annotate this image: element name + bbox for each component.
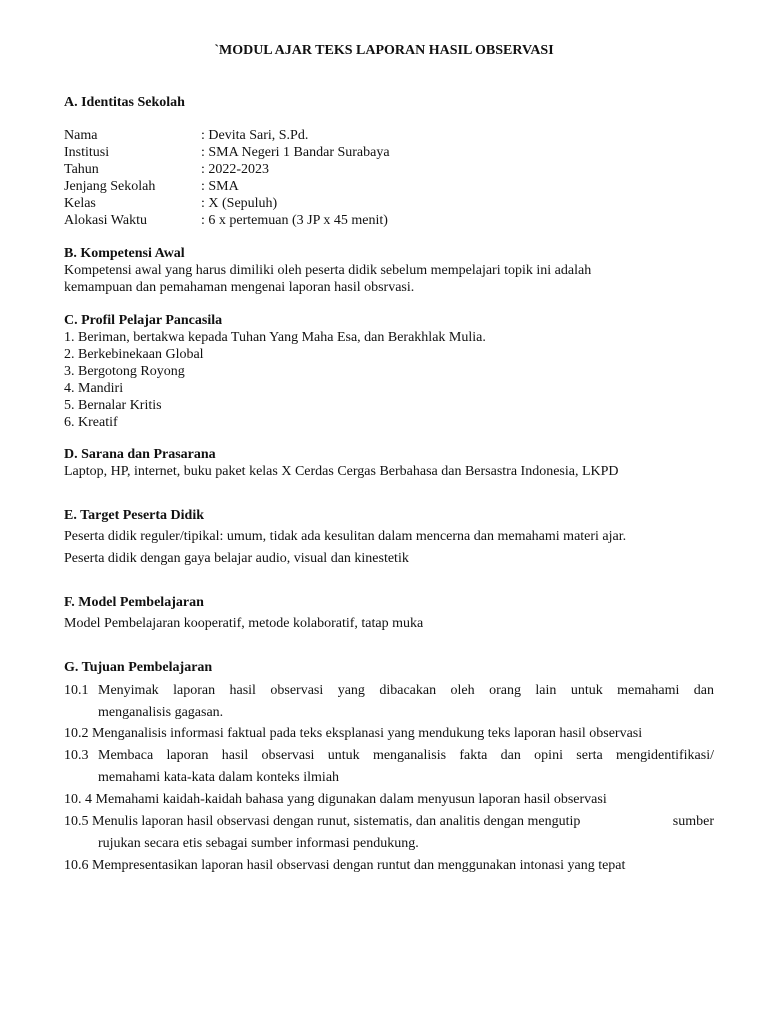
- identitas-row: [64, 212, 714, 229]
- section-heading: G. Tujuan Pembelajaran: [64, 660, 213, 675]
- section-profil: [64, 312, 714, 431]
- section-heading: E. Target Peserta Didik: [64, 508, 204, 523]
- section-tujuan: [64, 659, 714, 676]
- section-heading: F. Model Pembelajaran: [64, 595, 204, 610]
- identitas-row: [64, 195, 714, 212]
- identitas-row: [64, 127, 714, 144]
- goal-line: [64, 680, 714, 702]
- section-target: [64, 507, 714, 524]
- row-label: Kelas: [64, 196, 96, 211]
- section-heading: D. Sarana dan Prasarana: [64, 447, 216, 462]
- model-paragraph: [64, 613, 714, 635]
- goal-line: [64, 745, 714, 767]
- goal-line: [64, 811, 714, 833]
- row-value: : X (Sepuluh): [201, 196, 278, 211]
- section-model: [64, 594, 714, 611]
- identitas-row: [64, 161, 714, 178]
- section-kompetensi: [64, 245, 714, 296]
- goal-text: 10.6 Mempresentasikan laporan hasil observasi dengan runtut dan menggunakan intonasi yang tepat: [64, 858, 626, 873]
- row-value: : SMA: [201, 179, 239, 194]
- list-item: 2. Berkebinekaan Global: [64, 347, 204, 362]
- goal-number: 10.1: [64, 683, 89, 698]
- list-item: 1. Beriman, bertakwa kepada Tuhan Yang Maha Esa, dan Berakhlak Mulia.: [64, 330, 486, 345]
- goal-10-3: [64, 745, 714, 789]
- list-item: 3. Bergotong Royong: [64, 364, 185, 379]
- paragraph-line: kemampuan dan pemahaman mengenai laporan hasil obsrvasi.: [64, 280, 415, 295]
- paragraph-line: Peserta didik reguler/tipikal: umum, tidak ada kesulitan dalam mencerna dan memahami materi ajar.: [64, 529, 627, 544]
- goal-continuation: memahami kata-kata dalam konteks ilmiah: [98, 770, 340, 785]
- goal-10-4: [64, 789, 714, 811]
- goal-text: 10.5 Menulis laporan hasil observasi dengan runut, sistematis, dan analitis dengan mengutip: [64, 814, 581, 829]
- identitas-row: [64, 144, 714, 161]
- paragraph-line: Peserta didik dengan gaya belajar audio, visual dan kinestetik: [64, 551, 409, 566]
- list-item: 5. Bernalar Kritis: [64, 398, 162, 413]
- row-label: Alokasi Waktu: [64, 213, 147, 228]
- row-label: Tahun: [64, 162, 99, 177]
- section-sarana: [64, 446, 714, 480]
- row-value: : Devita Sari, S.Pd.: [201, 128, 309, 143]
- goal-10-6: [64, 855, 714, 877]
- row-value: : SMA Negeri 1 Bandar Surabaya: [201, 145, 390, 160]
- goal-text-tail: sumber: [672, 814, 714, 829]
- identitas-table: [64, 127, 714, 229]
- row-label: Nama: [64, 128, 98, 143]
- list-item: 4. Mandiri: [64, 381, 124, 396]
- goal-10-2: [64, 723, 714, 745]
- row-value: : 6 x pertemuan (3 JP x 45 menit): [201, 213, 388, 228]
- goal-continuation: menganalisis gagasan.: [98, 705, 224, 720]
- document-title: `MODUL AJAR TEKS LAPORAN HASIL OBSERVASI: [214, 43, 554, 58]
- paragraph-line: Kompetensi awal yang harus dimiliki oleh peserta didik sebelum mempelajari topik ini adalah: [64, 263, 592, 278]
- identitas-row: [64, 178, 714, 195]
- goal-text: Membaca laporan hasil observasi untuk menganalisis fakta dan opini serta mengidentifikasi/: [98, 748, 714, 763]
- row-value: : 2022-2023: [201, 162, 270, 177]
- goal-continuation: rujukan secara etis sebagai sumber informasi pendukung.: [98, 836, 419, 851]
- goal-text: 10.2 Menganalisis informasi faktual pada teks eksplanasi yang mendukung teks laporan hasil observasi: [64, 726, 643, 741]
- section-heading: A. Identitas Sekolah: [64, 95, 185, 110]
- section-heading: C. Profil Pelajar Pancasila: [64, 313, 223, 328]
- section-identitas: [64, 94, 714, 111]
- target-paragraph: [64, 526, 714, 570]
- goal-text: 10. 4 Memahami kaidah-kaidah bahasa yang digunakan dalam menyusun laporan hasil observasi: [64, 792, 607, 807]
- goal-text: Menyimak laporan hasil observasi yang dibacakan oleh orang lain untuk memahami dan: [98, 683, 714, 698]
- paragraph-line: Model Pembelajaran kooperatif, metode kolaboratif, tatap muka: [64, 616, 424, 631]
- section-heading: B. Kompetensi Awal: [64, 246, 185, 261]
- row-label: Institusi: [64, 145, 110, 160]
- goal-10-5: [64, 811, 714, 855]
- list-item: 6. Kreatif: [64, 415, 118, 430]
- goal-number: 10.3: [64, 748, 89, 763]
- goal-10-1: [64, 680, 714, 724]
- paragraph-line: Laptop, HP, internet, buku paket kelas X Cerdas Cergas Berbahasa dan Bersastra Indonesia, LKPD: [64, 464, 619, 479]
- row-label: Jenjang Sekolah: [64, 179, 156, 194]
